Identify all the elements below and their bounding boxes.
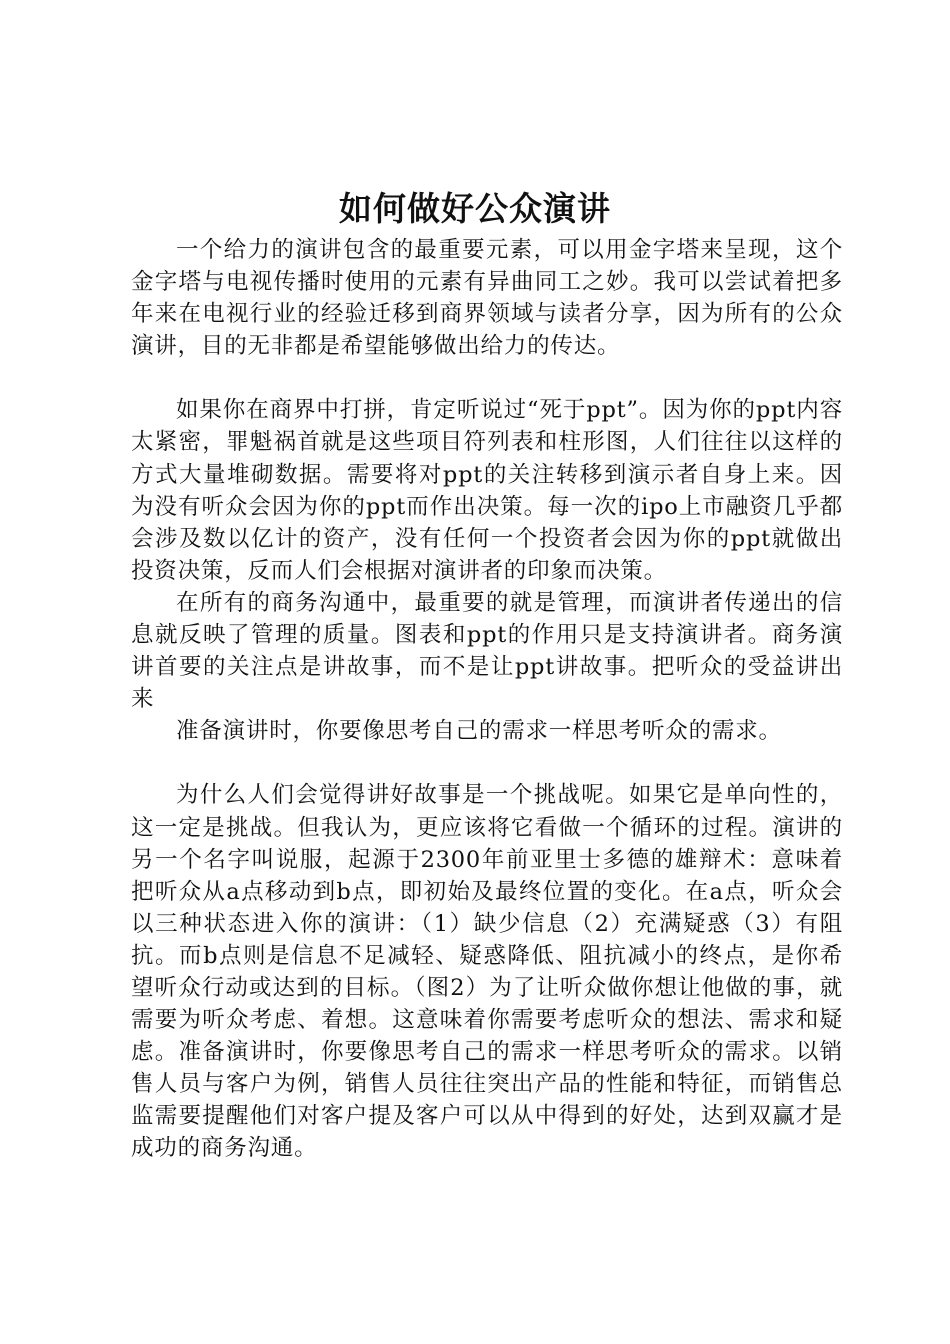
paragraph-audience-needs: 准备演讲时，你要像思考自己的需求一样思考听众的需求。 <box>176 718 782 745</box>
paragraph-management: 在所有的商务沟通中，最重要的就是管理，而演讲者传递出的信息就反映了管理的质量。图表和ppt的作用只是支持演讲者。商务演讲首要的关注点是讲故事，而不是让ppt讲故事。把听众的受益讲出来 <box>131 589 843 713</box>
document-body <box>131 234 843 1165</box>
document-title: 如何做好公众演讲 <box>339 189 611 228</box>
paragraph-storytelling-challenge: 为什么人们会觉得讲好故事是一个挑战呢。如果它是单向性的，这一定是挑战。但我认为，更应该将它看做一个循环的过程。演讲的另一个名字叫说服，起源于2300年前亚里士多德的雄辩术：意味着把听众从a点移动到b点，即初始及最终位置的变化。在a点，听众会以三种状态进入你的演讲：（1）缺少信息（2）充满疑惑（3）有阻抗。而b点则是信息不足减轻、疑惑降低、阻抗减小的终点，是你希望听众行动或达到的目标。（图2）为了让听众做你想让他做的事，就需要为听众考虑、着想。这意味着你需要考虑听众的想法、需求和疑虑。准备演讲时，你要像思考自己的需求一样思考听众的需求。以销售人员与客户为例，销售人员往往突出产品的性能和特征，而销售总监需要提醒他们对客户提及客户可以从中得到的好处，达到双赢才是成功的商务沟通。 <box>131 782 843 1162</box>
paragraph-death-by-ppt: 如果你在商界中打拼，肯定听说过“死于ppt”。因为你的ppt内容太紧密，罪魁祸首就是这些项目符列表和柱形图，人们往往以这样的方式大量堆砌数据。需要将对ppt的关注转移到演示者自身上来。因为没有听众会因为你的ppt而作出决策。每一次的ipo上市融资几乎都会涉及数以亿计的资产，没有任何一个投资者会因为你的ppt就做出投资决策，反而人们会根据对演讲者的印象而决策。 <box>131 397 843 584</box>
paragraph-pyramid-intro: 一个给力的演讲包含的最重要元素，可以用金字塔来呈现，这个金字塔与电视传播时使用的元素有异曲同工之妙。我可以尝试着把多年来在电视行业的经验迁移到商界领域与读者分享，因为所有的公众演讲，目的无非都是希望能够做出给力的传达。 <box>131 237 843 360</box>
paragraph-spacer <box>131 362 843 394</box>
paragraph-spacer <box>131 747 843 779</box>
